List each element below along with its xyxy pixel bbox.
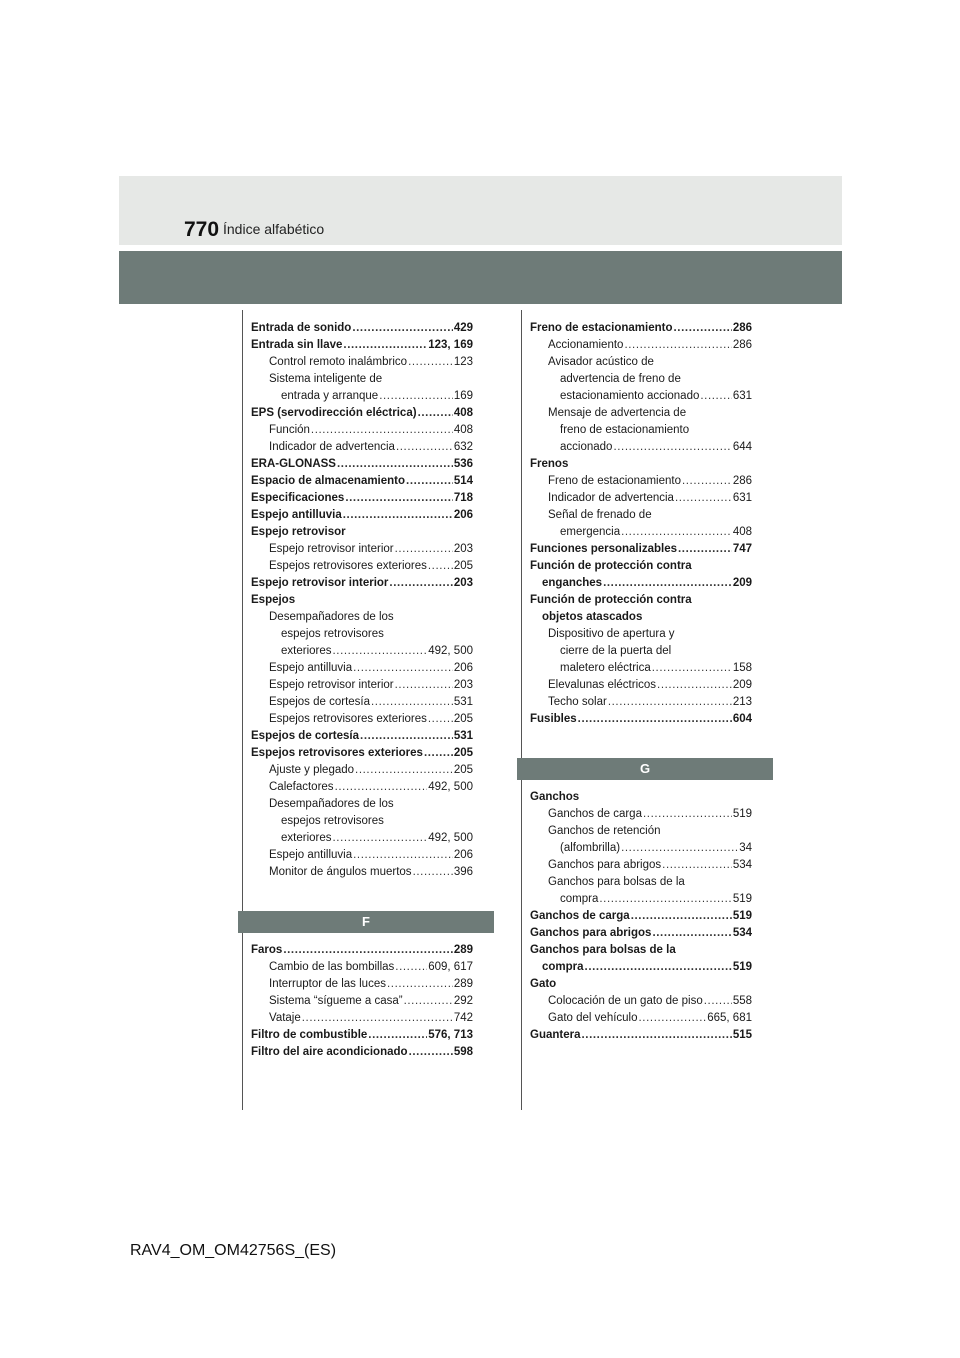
entry-term: Guantera: [530, 1029, 581, 1041]
page-reference: 576, 713: [428, 1029, 473, 1041]
index-heading: Ganchos: [530, 791, 580, 803]
entry-term: Espejo antilluvia: [269, 849, 353, 861]
entry-term: Gato del vehículo: [548, 1012, 638, 1024]
index-heading: Frenos: [530, 458, 569, 470]
index-heading: Espejo retrovisor: [251, 526, 346, 538]
page-reference: 292: [453, 995, 473, 1007]
page-title: Índice alfabético: [223, 221, 325, 237]
index-subentry: [251, 643, 473, 660]
index-subentry: [251, 779, 473, 796]
index-subentry: [251, 847, 473, 864]
dot-leader: [379, 388, 453, 405]
index-subentry: [251, 959, 473, 976]
entry-term: Freno de estacionamiento: [548, 475, 681, 487]
entry-term: Entrada sin llave: [251, 339, 343, 351]
page-reference: 519: [732, 910, 752, 922]
dot-leader: [333, 830, 428, 847]
index-entry: [530, 1027, 752, 1044]
index-subentry: [251, 864, 473, 881]
spacer: [251, 881, 473, 911]
dot-leader: [682, 473, 732, 490]
dot-leader: [700, 388, 731, 405]
entry-term: EPS (servodirección eléctrica): [251, 407, 417, 419]
entry-term: Sistema “sígueme a casa”: [269, 995, 403, 1007]
entry-term: Fusibles: [530, 713, 577, 725]
index-subentry: [251, 677, 473, 694]
entry-term: Ganchos de carga: [548, 808, 642, 820]
entry-term: maletero eléctrica: [560, 662, 651, 674]
dot-leader: [311, 422, 453, 439]
dot-leader: [639, 1010, 707, 1027]
entry-term: Ganchos para abrigos: [530, 927, 652, 939]
dot-leader: [418, 405, 453, 422]
index-heading: Función de protección contra: [530, 594, 692, 606]
page-reference: 203: [453, 543, 473, 555]
page-reference: 492, 500: [428, 832, 473, 844]
dot-leader: [368, 1027, 427, 1044]
dot-leader: [408, 354, 453, 371]
page-reference: 289: [453, 944, 473, 956]
dot-leader: [585, 959, 732, 976]
page-reference: 396: [453, 866, 473, 878]
dot-leader: [624, 337, 731, 354]
dot-leader: [621, 840, 738, 857]
index-entry: [251, 1027, 473, 1044]
index-subentry: Desempañadores de los: [269, 798, 394, 810]
page-reference: 718: [453, 492, 473, 504]
page-reference: 205: [453, 764, 473, 776]
page-reference: 665, 681: [707, 1012, 752, 1024]
dot-leader: [621, 524, 732, 541]
index-entry: [530, 711, 752, 728]
dot-leader: [578, 711, 732, 728]
dot-leader: [395, 677, 453, 694]
entry-term: Faros: [251, 944, 283, 956]
index-subentry: [530, 891, 752, 908]
index-entry: [251, 456, 473, 473]
dot-leader: [406, 473, 453, 490]
dot-leader: [662, 857, 732, 874]
entry-term: Espacio de almacenamiento: [251, 475, 406, 487]
index-subentry: [251, 694, 473, 711]
page-reference: 632: [453, 441, 473, 453]
index-subentry: [251, 976, 473, 993]
index-subentry: [530, 857, 752, 874]
page-reference: 644: [732, 441, 752, 453]
dot-leader: [652, 925, 731, 942]
page-reference: 598: [453, 1046, 473, 1058]
entry-term: Freno de estacionamiento: [530, 322, 673, 334]
column-divider-left: [242, 310, 243, 1110]
page-reference: 289: [453, 978, 473, 990]
index-entry: [530, 959, 752, 976]
dot-leader: [643, 806, 732, 823]
entry-term: compra: [560, 893, 599, 905]
section-header: F: [238, 911, 494, 933]
page-reference: 203: [453, 577, 473, 589]
index-heading: Ganchos para bolsas de la: [530, 944, 676, 956]
index-entry: [251, 942, 473, 959]
page-reference: 205: [453, 560, 473, 572]
page-reference: 514: [453, 475, 473, 487]
page-reference: 34: [739, 842, 752, 854]
index-subentry: [530, 524, 752, 541]
index-entry: [251, 1044, 473, 1061]
entry-term: Espejo antilluvia: [269, 662, 353, 674]
header-bar: [119, 251, 842, 304]
entry-term: Control remoto inalámbrico: [269, 356, 408, 368]
page-reference: 534: [732, 859, 752, 871]
index-entry: [530, 908, 752, 925]
index-heading: Función de protección contra: [530, 560, 692, 572]
page-reference: 531: [453, 696, 473, 708]
entry-term: Espejo retrovisor interior: [269, 679, 394, 691]
page-reference: 158: [732, 662, 752, 674]
page-reference: 519: [732, 961, 752, 973]
page-reference: 286: [732, 339, 752, 351]
index-entry: [530, 575, 752, 592]
spacer: [530, 728, 752, 758]
index-entry: [251, 507, 473, 524]
index-heading: objetos atascados: [542, 611, 643, 623]
entry-term: Espejos retrovisores exteriores: [269, 560, 427, 572]
dot-leader: [428, 558, 453, 575]
dot-leader: [674, 320, 732, 337]
index-subentry: [251, 439, 473, 456]
index-subentry: freno de estacionamiento: [560, 424, 690, 436]
entry-term: ERA-GLONASS: [251, 458, 336, 470]
page-reference: 534: [732, 927, 752, 939]
column-divider-right: [521, 310, 522, 1110]
entry-term: Ganchos de carga: [530, 910, 630, 922]
dot-leader: [283, 942, 452, 959]
dot-leader: [302, 1010, 453, 1027]
page-reference: 558: [732, 995, 752, 1007]
page-reference: 429: [453, 322, 473, 334]
entry-term: Filtro del aire acondicionado: [251, 1046, 408, 1058]
index-subentry: cierre de la puerta del: [560, 645, 672, 657]
page-reference: 492, 500: [428, 781, 473, 793]
entry-term: entrada y arranque: [281, 390, 379, 402]
index-column-1: [251, 320, 473, 1061]
index-subentry: Avisador acústico de: [548, 356, 654, 368]
page-reference: 604: [732, 713, 752, 725]
entry-term: Espejo antilluvia: [251, 509, 342, 521]
index-subentry: Ganchos para bolsas de la: [548, 876, 685, 888]
index-column-2: [530, 320, 752, 1044]
entry-term: Espejo retrovisor interior: [251, 577, 389, 589]
entry-term: Indicador de advertencia: [269, 441, 395, 453]
page-reference: 408: [453, 424, 473, 436]
index-subentry: [530, 388, 752, 405]
index-subentry: [251, 830, 473, 847]
index-subentry: Mensaje de advertencia de: [548, 407, 687, 419]
page-reference: 531: [453, 730, 473, 742]
entry-term: Colocación de un gato de piso: [548, 995, 703, 1007]
entry-term: Cambio de las bombillas: [269, 961, 395, 973]
index-subentry: [530, 337, 752, 354]
entry-term: Accionamiento: [548, 339, 624, 351]
index-subentry: Desempañadores de los: [269, 611, 394, 623]
page-reference: 519: [732, 893, 752, 905]
dot-leader: [343, 337, 427, 354]
index-subentry: [251, 422, 473, 439]
index-entry: [251, 745, 473, 762]
entry-term: Calefactores: [269, 781, 334, 793]
entry-term: Monitor de ángulos muertos: [269, 866, 412, 878]
dot-leader: [409, 1044, 453, 1061]
dot-leader: [613, 439, 731, 456]
index-subentry: [251, 1010, 473, 1027]
page-reference: 408: [453, 407, 473, 419]
index-subentry: [530, 490, 752, 507]
entry-term: Funciones personalizables: [530, 543, 677, 555]
section-header: G: [517, 758, 773, 780]
page-reference: 631: [732, 390, 752, 402]
index-subentry: [251, 993, 473, 1010]
index-entry: [530, 925, 752, 942]
entry-term: exteriores: [281, 645, 332, 657]
index-subentry: espejos retrovisores: [281, 815, 384, 827]
page-reference: 209: [732, 577, 752, 589]
dot-leader: [360, 728, 453, 745]
page-reference: 206: [453, 662, 473, 674]
entry-term: Espejos retrovisores exteriores: [251, 747, 423, 759]
page-reference: 123, 169: [428, 339, 473, 351]
index-heading: Espejos: [251, 594, 296, 606]
index-subentry: [530, 993, 752, 1010]
entry-term: exteriores: [281, 832, 332, 844]
entry-term: Interruptor de las luces: [269, 978, 386, 990]
index-subentry: [530, 1010, 752, 1027]
dot-leader: [404, 993, 453, 1010]
dot-leader: [333, 643, 428, 660]
index-subentry: [530, 473, 752, 490]
page-reference: 123: [453, 356, 473, 368]
index-subentry: [530, 840, 752, 857]
page-reference: 205: [453, 713, 473, 725]
index-subentry: Dispositivo de apertura y: [548, 628, 675, 640]
dot-leader: [395, 959, 427, 976]
entry-term: Entrada de sonido: [251, 322, 352, 334]
page-reference: 286: [732, 475, 752, 487]
index-subentry: Señal de frenado de: [548, 509, 652, 521]
entry-term: Filtro de combustible: [251, 1029, 368, 1041]
entry-term: Función: [269, 424, 310, 436]
entry-term: accionado: [560, 441, 613, 453]
page-reference: 747: [732, 543, 752, 555]
page-reference: 206: [453, 509, 473, 521]
document-code: RAV4_OM_OM42756S_(ES): [130, 1242, 337, 1259]
dot-leader: [371, 694, 453, 711]
dot-leader: [343, 507, 453, 524]
index-subentry: [530, 439, 752, 456]
entry-term: Espejos retrovisores exteriores: [269, 713, 427, 725]
page-reference: 631: [732, 492, 752, 504]
index-entry: [530, 320, 752, 337]
dot-leader: [387, 976, 453, 993]
entry-term: Indicador de advertencia: [548, 492, 674, 504]
entry-term: Espejos de cortesía: [251, 730, 360, 742]
index-subentry: Sistema inteligente de: [269, 373, 383, 385]
entry-term: Espejo retrovisor interior: [269, 543, 394, 555]
dot-leader: [353, 847, 453, 864]
index-subentry: espejos retrovisores: [281, 628, 384, 640]
dot-leader: [657, 677, 732, 694]
index-subentry: [251, 354, 473, 371]
dot-leader: [631, 908, 732, 925]
page-reference: 169: [453, 390, 473, 402]
entry-term: Especificaciones: [251, 492, 345, 504]
dot-leader: [389, 575, 452, 592]
index-subentry: [251, 711, 473, 728]
entry-term: Elevalunas eléctricos: [548, 679, 657, 691]
index-subentry: [530, 806, 752, 823]
page-reference: 286: [732, 322, 752, 334]
dot-leader: [337, 456, 453, 473]
page-reference: 205: [453, 747, 473, 759]
dot-leader: [704, 993, 732, 1010]
page-reference: 408: [732, 526, 752, 538]
dot-leader: [599, 891, 731, 908]
entry-term: estacionamiento accionado: [560, 390, 700, 402]
index-entry: [530, 541, 752, 558]
index-subentry: [251, 660, 473, 677]
dot-leader: [355, 762, 453, 779]
dot-leader: [582, 1027, 732, 1044]
index-subentry: [251, 558, 473, 575]
dot-leader: [424, 745, 453, 762]
entry-term: Vataje: [269, 1012, 301, 1024]
index-heading: Gato: [530, 978, 557, 990]
dot-leader: [396, 439, 453, 456]
page-number: 770: [184, 218, 220, 241]
dot-leader: [345, 490, 452, 507]
index-subentry: [530, 677, 752, 694]
entry-term: enganches: [542, 577, 603, 589]
dot-leader: [428, 711, 453, 728]
entry-term: (alfombrilla): [560, 842, 621, 854]
entry-term: Techo solar: [548, 696, 607, 708]
index-entry: [251, 490, 473, 507]
entry-term: Espejos de cortesía: [269, 696, 371, 708]
entry-term: Ajuste y plegado: [269, 764, 355, 776]
index-subentry: [251, 541, 473, 558]
index-subentry: [530, 660, 752, 677]
index-subentry: [251, 762, 473, 779]
dot-leader: [652, 660, 732, 677]
dot-leader: [335, 779, 428, 796]
index-entry: [251, 473, 473, 490]
page-reference: 536: [453, 458, 473, 470]
index-entry: [251, 405, 473, 422]
page-reference: 203: [453, 679, 473, 691]
dot-leader: [603, 575, 732, 592]
index-entry: [251, 337, 473, 354]
entry-term: Ganchos para abrigos: [548, 859, 662, 871]
page-reference: 515: [732, 1029, 752, 1041]
dot-leader: [608, 694, 732, 711]
page-reference: 206: [453, 849, 473, 861]
index-subentry: [251, 388, 473, 405]
dot-leader: [413, 864, 453, 881]
page-reference: 609, 617: [428, 961, 473, 973]
index-entry: [251, 320, 473, 337]
page-reference: 519: [732, 808, 752, 820]
dot-leader: [395, 541, 453, 558]
page-reference: 213: [732, 696, 752, 708]
dot-leader: [353, 660, 453, 677]
index-subentry: Ganchos de retención: [548, 825, 661, 837]
entry-term: compra: [542, 961, 584, 973]
page-reference: 492, 500: [428, 645, 473, 657]
dot-leader: [675, 490, 732, 507]
index-subentry: [530, 694, 752, 711]
entry-term: emergencia: [560, 526, 621, 538]
dot-leader: [352, 320, 452, 337]
index-entry: [251, 728, 473, 745]
index-subentry: advertencia de freno de: [560, 373, 681, 385]
index-entry: [251, 575, 473, 592]
dot-leader: [678, 541, 732, 558]
page-reference: 209: [732, 679, 752, 691]
page-reference: 742: [453, 1012, 473, 1024]
